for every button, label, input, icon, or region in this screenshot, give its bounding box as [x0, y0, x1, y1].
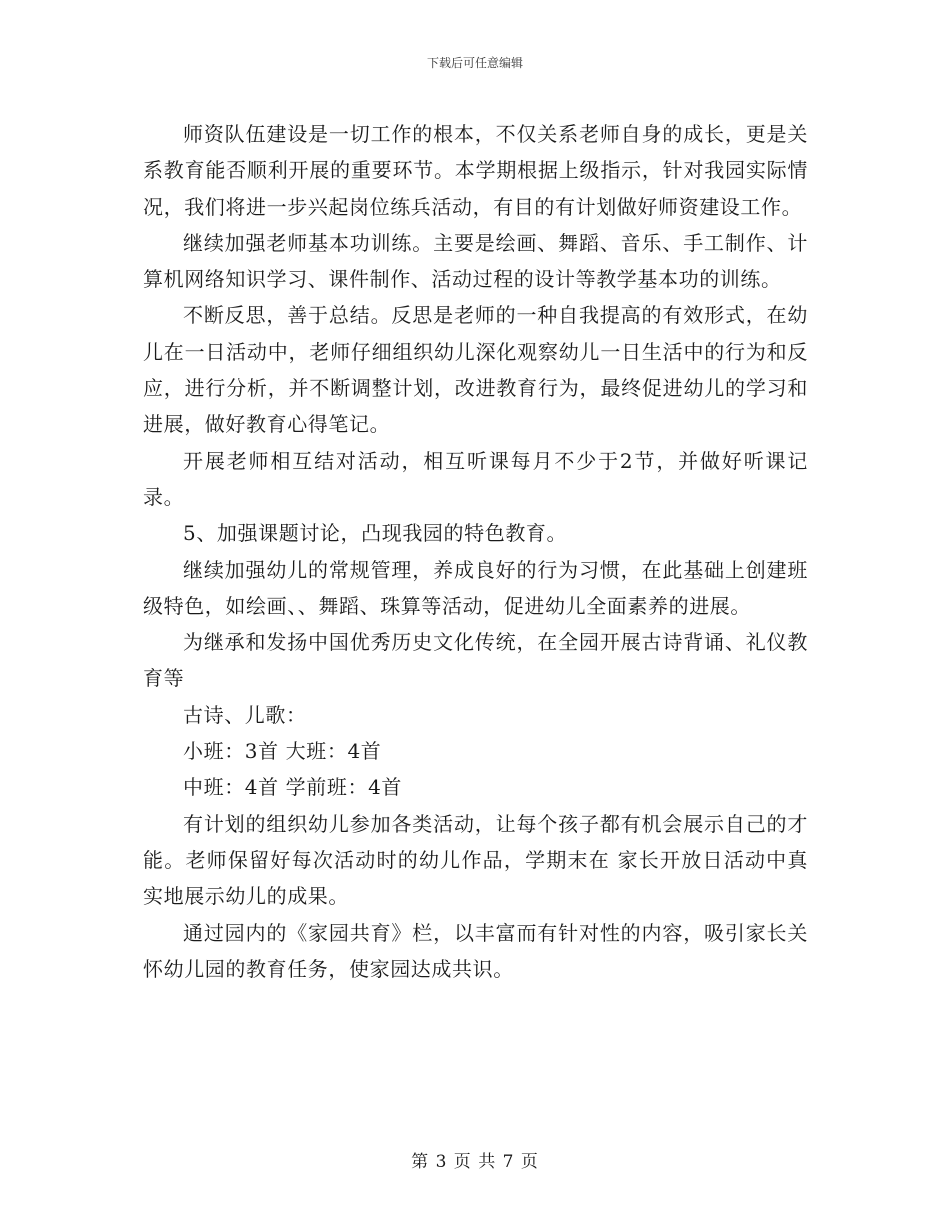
paragraph-culture-tradition: 为继承和发扬中国优秀历史文化传统，在全园开展古诗背诵、礼仪教育等 — [143, 630, 808, 691]
paragraph-small-big-class: 小班：3首 大班：4首 — [183, 739, 382, 764]
paragraph-research-heading: 5、加强课题讨论，凸现我园的特色教育。 — [183, 521, 568, 546]
paragraph-reflection: 不断反思，善于总结。反思是老师的一种自我提高的有效形式，在幼儿在一日活动中，老师仔细组织幼儿深化观察幼儿一日生活中的行为和反应，进行分析，并不断调整计划，改进教育行为，最终促进幼儿的学习和进展，做好教育心得笔记。 — [143, 303, 808, 437]
paragraph-activities: 有计划的组织幼儿参加各类活动，让每个孩子都有机会展示自己的才能。老师保留好每次活动时的幼儿作品，学期末在 家长开放日活动中真实地展示幼儿的成果。 — [143, 811, 808, 909]
paragraph-poems-songs: 古诗、儿歌： — [183, 702, 307, 727]
page-header: 下载后可任意编辑 — [426, 56, 523, 70]
page-number-footer: 第 3 页 共 7 页 — [411, 1152, 539, 1172]
paragraph-home-school: 通过园内的《家园共育》栏，以丰富而有针对性的内容，吸引家长关怀幼儿园的教育任务，使家园达成共识。 — [143, 920, 808, 981]
paragraph-teacher-team: 师资队伍建设是一切工作的根本，不仅关系老师自身的成长，更是关系教育能否顺利开展的重要环节。本学期根据上级指示，针对我园实际情况，我们将进一步兴起岗位练兵活动，有目的有计划做好师资建设工作。 — [143, 122, 808, 219]
paragraph-middle-preschool-class: 中班：4首 学前班：4首 — [183, 775, 403, 800]
paragraph-basic-skills: 继续加强老师基本功训练。主要是绘画、舞蹈、音乐、手工制作、计算机网络知识学习、课件制作、活动过程的设计等教学基本功的训练。 — [143, 230, 808, 292]
paragraph-peer-pairing: 开展老师相互结对活动，相互听课每月不少于2节，并做好听课记录。 — [143, 448, 808, 509]
paragraph-routine-management: 继续加强幼儿的常规管理，养成良好的行为习惯，在此基础上创建班级特色，如绘画、、舞蹈、珠算等活动，促进幼儿全面素养的进展。 — [143, 557, 808, 618]
document-body — [143, 116, 808, 987]
